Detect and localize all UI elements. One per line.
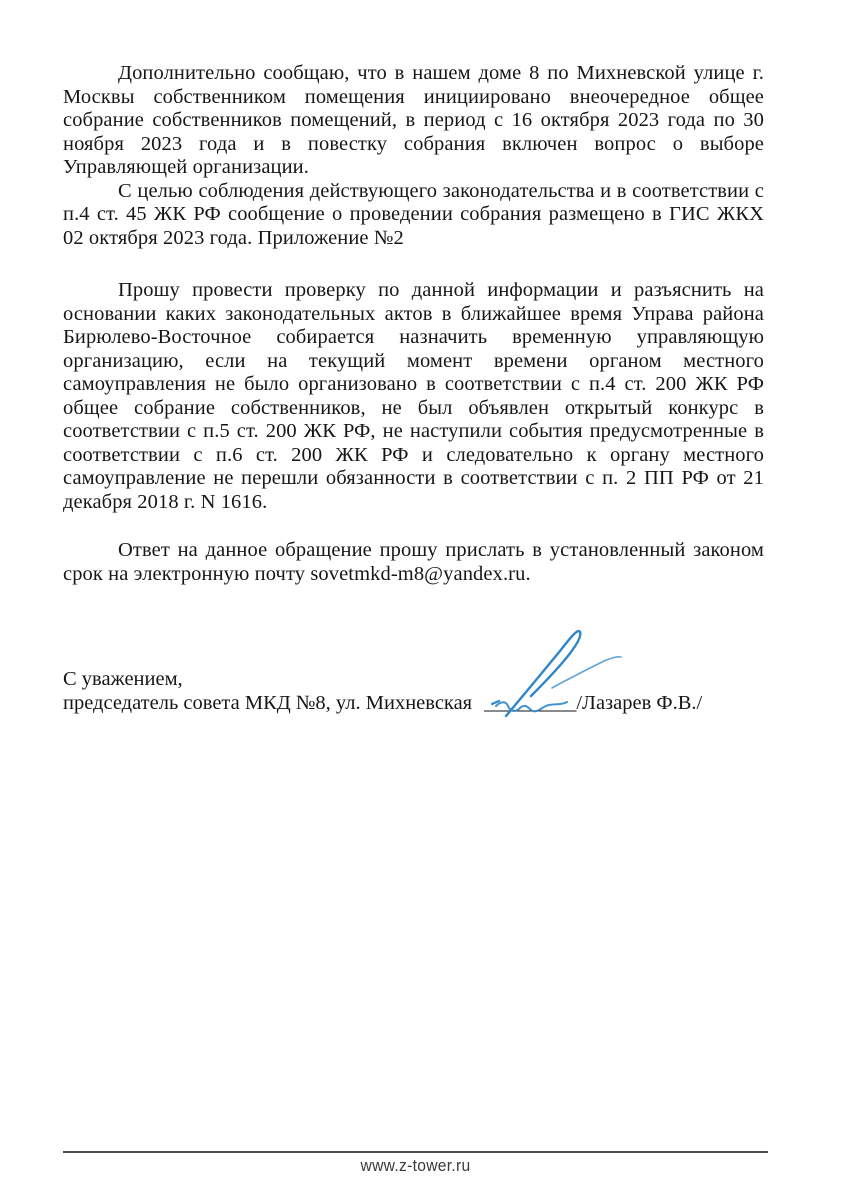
signatory-name: /Лазарев Ф.В./ <box>576 692 703 714</box>
paragraph-additional-info: Дополнительно сообщаю, что в нашем доме 8 по Михневской улице г. Москвы собственником помещения инициировано внеочередное общее собрание собственников помещений, в период с 16 октября 2023 года по 30 ноября 2023 года и в повестку собрания включен вопрос о выборе Управляющей организации. <box>63 62 764 178</box>
paragraph-request-inspection: Прошу провести проверку по данной информации и разъяснить на основании каких законодательных актов в ближайшее время Управа района Бирюлево-Восточное собирается назначить временную управляющую организацию, если на текущий момент времени органом местного самоуправления не было организовано в соответствии с п.4 ст. 200 ЖК РФ общее собрание собственников, не был объявлен открытый конкурс в соответствии с п.5 ст. 200 ЖК РФ, не наступили события предусмотренные в соответствии с п.6 ст. 200 ЖК РФ и следовательно к органу местного самоуправление не перешли обязанности в соответствии с п. 2 ПП РФ от 21 декабря 2018 г. N 1616. <box>63 279 764 513</box>
closing-block <box>63 667 764 715</box>
footer-divider <box>63 1151 768 1153</box>
paragraph-legal-compliance: С целью соблюдения действующего законодательства и в соответствии с п.4 ст. 45 ЖК РФ сообщение о проведении собрания размещено в ГИС ЖКХ 02 октября 2023 года. Приложение №2 <box>63 179 764 249</box>
signatory-title: председатель совета МКД №8, ул. Михневская <box>63 692 473 714</box>
signature-underline: _________ <box>484 692 577 714</box>
paragraph-reply-request: Ответ на данное обращение прошу прислать в установленный законом срок на электронную почту sovetmkd-m8@yandex.ru. <box>63 539 764 585</box>
letter-body <box>63 62 764 715</box>
closing-signatory-line <box>63 691 764 715</box>
footer-website: www.z-tower.ru <box>360 1156 471 1175</box>
closing-salutation: С уважением, <box>63 668 183 690</box>
